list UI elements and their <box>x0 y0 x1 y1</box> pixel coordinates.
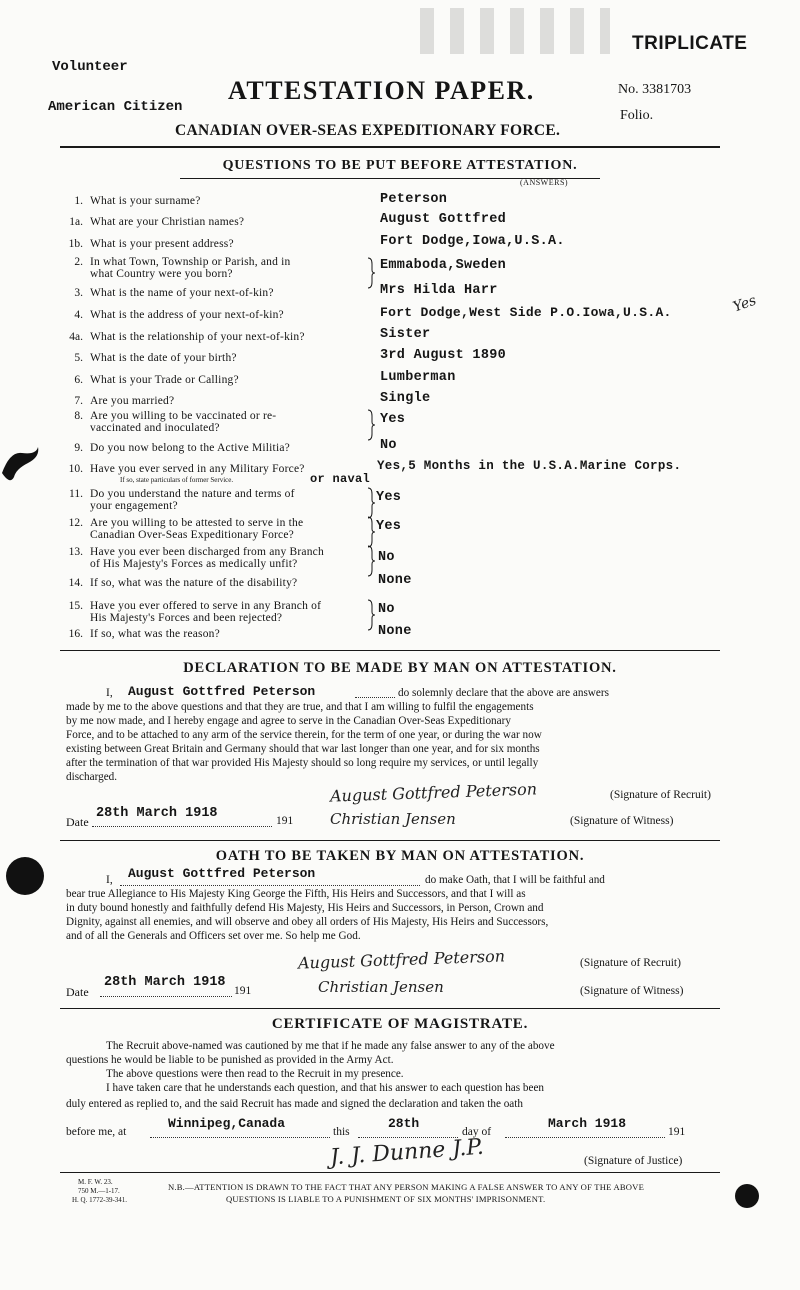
question-text: Have you ever offered to serve in any Branch of <box>90 600 322 612</box>
recruit-signature: August Gottfred Peterson <box>329 779 538 806</box>
oath-header: OATH TO BE TAKEN BY MAN ON ATTESTATION. <box>215 848 585 864</box>
question-text: Are you willing to be attested to serve in the <box>90 517 304 529</box>
margin-note: Yes <box>730 292 759 316</box>
witness-signature: Christian Jensen <box>318 978 444 996</box>
answer-field: None <box>378 624 412 639</box>
question-text: What is the relationship of your next-of-kin? <box>90 331 305 343</box>
answer-field: None <box>378 573 412 588</box>
ink-stain <box>0 445 44 483</box>
answer-field: Fort Dodge,West Side P.O.Iowa,U.S.A. <box>380 305 672 320</box>
oath-dotted-line <box>120 885 420 886</box>
answer-field: Yes <box>380 412 406 427</box>
answer-field: Single <box>380 391 431 406</box>
question-text: If so, what was the reason? <box>90 628 220 640</box>
answer-field: Lumberman <box>380 370 456 385</box>
answer-field: No <box>378 550 395 565</box>
declaration-date-line <box>92 826 272 827</box>
volunteer-label: Volunteer <box>52 59 128 75</box>
answer-field: Emmaboda,Sweden <box>380 258 507 273</box>
punch-hole <box>6 857 44 895</box>
oath-date: 28th March 1918 <box>104 975 226 990</box>
answer-field: No <box>380 438 397 453</box>
question-text: of His Majesty's Forces as medically unfit? <box>90 558 298 570</box>
question-text: Are you willing to be vaccinated or re- <box>90 410 277 422</box>
question-text: His Majesty's Forces and been rejected? <box>90 612 283 624</box>
signature-recruit-label: (Signature of Recruit) <box>580 957 681 969</box>
certificate-header: CERTIFICATE OF MAGISTRATE. <box>271 1016 529 1032</box>
signature-witness-label: (Signature of Witness) <box>580 985 684 997</box>
this-label: this <box>333 1126 350 1138</box>
section-rule <box>60 650 720 651</box>
signature-witness-label: (Signature of Witness) <box>570 815 674 827</box>
questions-header: QUESTIONS TO BE PUT BEFORE ATTESTATION. <box>222 158 578 173</box>
declaration-header: DECLARATION TO BE MADE BY MAN ON ATTESTATION. <box>183 660 617 676</box>
date-label: Date <box>66 815 89 829</box>
year-prefix: 191 <box>668 1126 686 1138</box>
date-label: Date <box>66 985 89 999</box>
place-dotted-line <box>150 1137 330 1138</box>
triplicate-stamp: TRIPLICATE <box>632 33 748 54</box>
regimental-number: No. 3381703 <box>618 82 692 97</box>
year-prefix: 191 <box>276 815 294 827</box>
witness-signature: Christian Jensen <box>330 810 456 828</box>
place-field: Winnipeg,Canada <box>168 1116 286 1131</box>
question-text: In what Town, Township or Parish, and in <box>90 256 291 268</box>
declaration-date: 28th March 1918 <box>96 806 218 821</box>
year-prefix: 191 <box>234 985 252 997</box>
answer-field: Sister <box>380 327 431 342</box>
answer-field: Peterson <box>380 192 448 207</box>
question-text: Are you married? <box>90 395 175 407</box>
attestation-paper: Volunteer American Citizen TRIPLICATE ATTESTATION PAPER. CANADIAN OVER-SEAS EXPEDITIONARY FORCE. No. 3381703 Folio. QUESTIONS TO BE PUT BEFORE ATTESTATION. (ANSWERS) 1. What is your surname? Peterson 1a. What are your Christian names? August Gottfred 1b. What is your present address? Fort Dodge,Iowa,U.S.A. 2. In what Town, Township or Parish, and in what Country were you born? Emmaboda,Sweden 3. What is the name of your next-of-kin? Mrs Hilda Harr 4. What is the address of your next-of-kin? Fort Dodge,West Side P.O.Iowa,U.S.A. 4a. What is the relationship of your next-of-kin? Sister 5. What is the date of your birth? 3rd August 1890 6. What is your Trade or Calling? Lumberman 7. Are you married? Single 8. Are you willing to be vaccinated or re- vaccinated and inoculated? Yes 9. Do you now belong to the Active Militia? No 10. Have you ever served in any Military Force? If so, state particulars of former Service. Yes,5 Months in the U.S.A.Marine Corps. or naval 11. Do you understand the nature and terms of your engagement? Yes 12. Are you willing to be attested to serve in the Canadian Over-Seas Expeditionary Force? Yes 13. Have you ever been discharged from any Branch of His Majesty's Forces as medically unfit? No 14. If so, what was the nature of the disability? None 15. Have you ever offered to serve in any Branch of His Majesty's Forces and been rejected? No 16. If so, what was the reason? None Yes DECLARATION TO BE MADE BY MAN ON ATTESTATION. I, August Gottfred Peterson do solemnly declare that the above are answers made by me to the above questions and that they are true, and that I am willing to fulfil the engagements by me now made, and I hereby engage and agree to serve in the Canadian Over-Seas Expeditionary Force, and to be attached to any arm of the service therein, for the term of one year, or during the war now existing between Great Britain and Germany should that war last longer than one year, and for six months after the termination of that war provided His Majesty should so long require my services, or until legally discharged. August Gottfred Peterson (Signature of Recruit) Date 28th March 1918 191 Christian Jensen (Signature of Witness) OATH TO BE TAKEN BY MAN ON ATTESTATION. I, August Gottfred Peterson do make Oath, that I will be faithful and bear true Allegiance to His Majesty King George the Fifth, His Heirs and Successors, and that I will as in duty bound honestly and faithfully defend His Majesty, His Heirs and Successors, in Person, Crown and Dignity, against all enemies, and will observe and obey all orders of His Majesty, His Heirs and Successors, and of all the Generals and Officers set over me. So help me God. August Gottfred Peterson (Signature of Recruit) Date 28th March 1918 191 Christian Jensen (Signature of Witness) CERTIFICATE OF MAGISTRATE. The Recruit above-named was cautioned by me that if he made any false answer to any of the above questions he would be liable to be punished as provided in the Army Act. The above questions were then read to the Recruit in my presence. I have taken care that he understands each question, and that his answer to each question has been duly entered as replied to, and the said Recruit has made and signed the declaration and taken the oath before me, at Winnipeg,Canada this 28th day of March 1918 191 J. J. Dunne J.P. (Signature of Justice) M. F. W. 23. 750 M.—1-17. H. Q. 1772-39-341. N.B.—ATTENTION IS DRAWN TO THE FACT THAT ANY PERSON MAKING A FALSE ANSWER TO ANY OF THE ABOVE QUESTIONS IS LIABLE TO A PUNISHMENT OF SIX MONTHS' IMPRISONMENT. <box>0 0 800 1290</box>
oath-i: I, <box>106 874 113 886</box>
oath-date-line <box>100 996 232 997</box>
question-text: what Country were you born? <box>90 268 233 280</box>
declaration-dotted-line <box>355 697 395 698</box>
before-me-label: before me, at <box>66 1126 127 1138</box>
question-text: What is the address of your next-of-kin? <box>90 309 284 321</box>
question-subtext: If so, state particulars of former Service. <box>120 476 234 484</box>
answer-field: Yes,5 Months in the U.S.A.Marine Corps. <box>377 459 682 473</box>
recruit-signature: August Gottfred Peterson <box>297 946 506 973</box>
folio-label: Folio. <box>620 108 654 123</box>
declaration-name: August Gottfred Peterson <box>128 684 316 699</box>
declaration-line1-rest: do solemnly declare that the above are answers <box>398 687 609 699</box>
question-text: What are your Christian names? <box>90 216 245 228</box>
answer-field: Yes <box>376 519 402 534</box>
answer-field: No <box>378 602 395 617</box>
answer-field: Fort Dodge,Iowa,U.S.A. <box>380 234 565 249</box>
declaration-i: I, <box>106 687 113 699</box>
signature-justice-label: (Signature of Justice) <box>584 1155 683 1167</box>
question-text: What is your Trade or Calling? <box>90 374 239 386</box>
oath-name: August Gottfred Peterson <box>128 866 316 881</box>
answer-field-addition: or naval <box>310 472 371 486</box>
month-dotted-line <box>505 1137 665 1138</box>
section-rule <box>60 1008 720 1009</box>
question-text: What is your present address? <box>90 238 234 250</box>
question-text: Canadian Over-Seas Expeditionary Force? <box>90 529 294 541</box>
signature-recruit-label: (Signature of Recruit) <box>610 789 711 801</box>
american-citizen-label: American Citizen <box>48 99 183 115</box>
oath-line1-rest: do make Oath, that I will be faithful and <box>425 874 605 886</box>
footer-rule <box>60 1172 720 1173</box>
answer-field: August Gottfred <box>380 212 507 227</box>
question-text: vaccinated and inoculated? <box>90 422 220 434</box>
page-subtitle: CANADIAN OVER-SEAS EXPEDITIONARY FORCE. <box>175 122 561 139</box>
day-of-label: day of <box>462 1126 492 1138</box>
month-field: March 1918 <box>548 1116 627 1131</box>
question-text: your engagement? <box>90 500 178 512</box>
page-title: ATTESTATION PAPER. <box>228 76 535 105</box>
question-text: What is the date of your birth? <box>90 352 237 364</box>
answer-field: Yes <box>376 490 402 505</box>
justice-signature: J. J. Dunne J.P. <box>329 1134 485 1171</box>
question-text: Do you now belong to the Active Militia? <box>90 442 290 454</box>
section-rule <box>60 840 720 841</box>
question-text: Do you understand the nature and terms of <box>90 488 295 500</box>
day-field: 28th <box>388 1116 420 1131</box>
question-text: If so, what was the nature of the disability? <box>90 577 298 589</box>
question-text: Have you ever served in any Military Force? <box>90 463 305 475</box>
question-text: What is your surname? <box>90 195 201 207</box>
question-text: What is the name of your next-of-kin? <box>90 287 274 299</box>
answer-field: 3rd August 1890 <box>380 348 507 363</box>
answers-label: (ANSWERS) <box>520 178 569 187</box>
question-text: Have you ever been discharged from any Branch <box>90 546 324 558</box>
answer-field: Mrs Hilda Harr <box>380 283 498 298</box>
punch-hole <box>735 1184 759 1208</box>
